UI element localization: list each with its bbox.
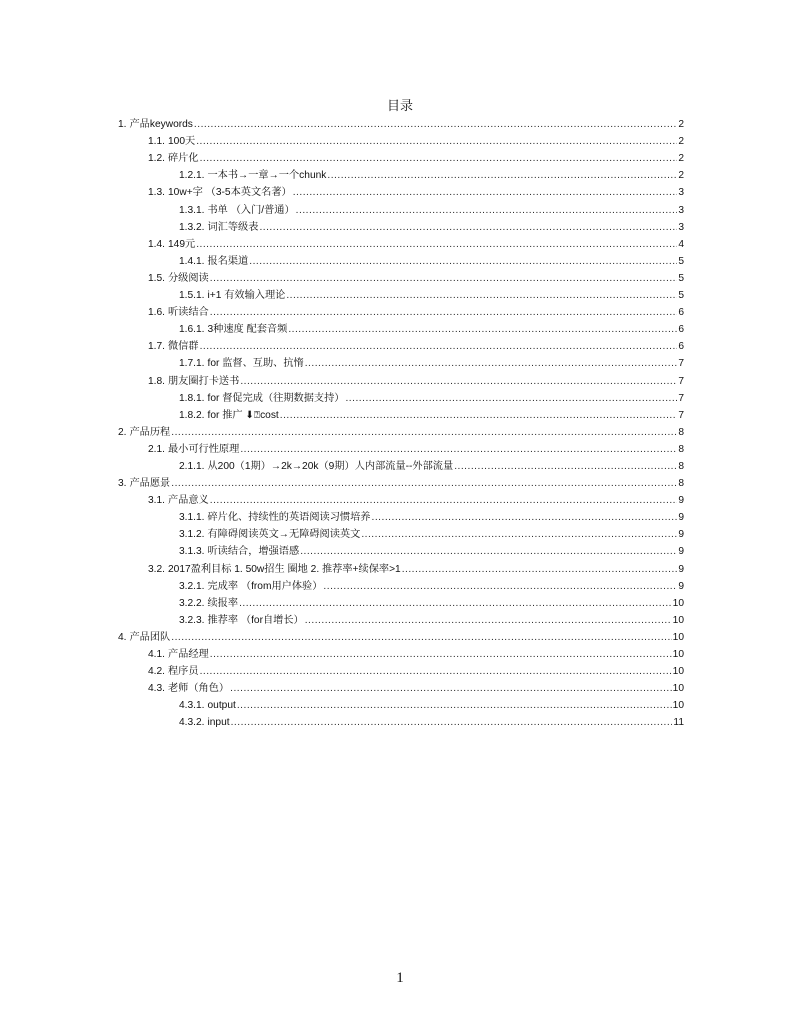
- toc-entry-number: 3.2.1.: [179, 580, 205, 592]
- toc-entry-page: 10: [672, 666, 684, 678]
- dot-leader: [305, 614, 672, 627]
- toc-entry-number: 1.8.2.: [179, 409, 205, 421]
- toc-entry-number: 1.8.: [148, 375, 165, 387]
- toc-entry-page: 9: [678, 546, 684, 558]
- toc-entry-label: 最小可行性原理: [168, 443, 240, 455]
- toc-entry-label: 3种速度 配套音频: [207, 324, 288, 336]
- dot-leader: [200, 665, 672, 678]
- toc-entry[interactable]: [118, 268, 684, 285]
- toc-entry-number: 4.1.: [148, 649, 165, 660]
- toc-entry-label: 产品keywords: [129, 119, 193, 131]
- toc-entry[interactable]: [118, 627, 684, 644]
- toc-entry-label: 词汇等级表: [207, 221, 259, 233]
- toc-entry-page: 7: [678, 375, 684, 387]
- toc-entry[interactable]: [118, 593, 684, 610]
- toc-entry[interactable]: [118, 405, 684, 422]
- dot-leader: [171, 631, 671, 644]
- toc-entry-number: 4.: [118, 631, 127, 643]
- dot-leader: [240, 375, 677, 388]
- toc-entry-page: 10: [672, 631, 684, 643]
- toc-entry[interactable]: [118, 576, 684, 593]
- toc-entry-page: 10: [672, 614, 684, 626]
- dot-leader: [305, 357, 678, 370]
- toc-entry-label: 产品愿景: [129, 478, 171, 490]
- toc-entry-page: 7: [678, 409, 684, 421]
- dot-leader: [194, 118, 677, 131]
- toc-entry-page: 7: [678, 358, 684, 370]
- toc-entry-label: 产品意义: [168, 495, 209, 507]
- dot-leader: [293, 186, 678, 199]
- dot-leader: [171, 426, 677, 439]
- toc-entry[interactable]: [118, 285, 684, 302]
- toc-entry-number: 3.1.2.: [179, 529, 205, 541]
- toc-entry-number: 1.7.1.: [179, 358, 205, 370]
- toc-entry[interactable]: [118, 148, 684, 165]
- toc-entry-page: 9: [678, 529, 684, 541]
- dot-leader: [200, 340, 678, 353]
- toc-entry-label: 微信群: [168, 341, 199, 353]
- toc-entry-number: 1.5.1.: [179, 290, 205, 302]
- toc-entry-page: 11: [673, 717, 684, 729]
- toc-entry-number: 3.: [118, 478, 127, 490]
- toc-entry-number: 3.1.3.: [179, 546, 205, 558]
- toc-entry-number: 1.3.: [148, 187, 165, 199]
- toc-entry-number: 3.1.1.: [179, 512, 205, 524]
- toc-entry[interactable]: [118, 541, 684, 558]
- dot-leader: [196, 135, 677, 148]
- toc-entry-page: 2: [678, 153, 684, 165]
- toc-entry-label: for 推广 ⬇⍰cost: [207, 409, 279, 421]
- dot-leader: [296, 204, 678, 217]
- toc-entry-label: 程序员: [168, 666, 199, 678]
- dot-leader: [402, 563, 678, 576]
- toc-entry[interactable]: [118, 610, 684, 627]
- toc-entry-number: 1.3.1.: [179, 204, 205, 216]
- toc-entry-number: 1.2.1.: [179, 170, 205, 182]
- toc-entry-label: 书单 （入门/普通）: [207, 204, 295, 216]
- toc-entry-number: 1.7.: [148, 341, 165, 353]
- toc-entry-page: 7: [678, 392, 684, 404]
- dot-leader: [210, 648, 672, 661]
- toc-entry-number: 1.5.: [148, 272, 165, 284]
- toc-entry-number: 1.: [118, 119, 127, 131]
- toc-entry[interactable]: [118, 524, 684, 541]
- toc-entry-label: 续报率: [207, 597, 239, 609]
- toc-entry-page: 6: [678, 307, 684, 319]
- toc-entry-page: 9: [678, 512, 684, 524]
- dot-leader: [196, 238, 677, 251]
- toc-entry-label: 从200（1期）→2k→20k（9期）人内部流量--外部流量: [207, 460, 454, 472]
- toc-entry[interactable]: [118, 558, 684, 575]
- toc-entry[interactable]: [118, 422, 684, 439]
- toc-entry-page: 8: [678, 460, 684, 472]
- toc-entry-number: 1.6.: [148, 307, 165, 319]
- toc-entry-number: 4.3.2.: [179, 717, 205, 729]
- toc-entry-number: 3.2.3.: [179, 614, 205, 626]
- toc-entry[interactable]: [118, 234, 684, 251]
- toc-entry[interactable]: [118, 251, 684, 268]
- toc-entry-number: 3.1.: [148, 495, 165, 507]
- toc-entry-label: 产品经理: [168, 649, 209, 660]
- toc-entry[interactable]: [118, 712, 684, 729]
- dot-leader: [239, 597, 672, 610]
- toc-entry-label: i+1 有效输入理论: [207, 290, 286, 302]
- toc-title: 目录: [386, 98, 413, 113]
- toc-entry[interactable]: [118, 695, 684, 712]
- toc-entry-label: for 督促完成（往期数据支持）: [207, 392, 345, 404]
- toc-entry-label: input: [207, 717, 230, 729]
- toc-entry[interactable]: [118, 678, 684, 695]
- toc-entry-number: 1.4.: [148, 238, 165, 250]
- toc-entry[interactable]: [118, 507, 684, 524]
- toc-entry[interactable]: [118, 114, 684, 131]
- toc-entry-label: 完成率 （from用户体验）: [207, 580, 323, 592]
- toc-entry-number: 1.2.: [148, 153, 165, 165]
- dot-leader: [210, 272, 678, 285]
- toc-entry-page: 5: [678, 290, 684, 302]
- toc-entry-label: 听读结合，增强语感: [207, 546, 300, 558]
- dot-leader: [237, 699, 672, 712]
- toc-entry-page: 8: [678, 426, 684, 438]
- toc-entry[interactable]: [118, 182, 684, 199]
- table-of-contents: [118, 114, 684, 729]
- toc-entry-page: 3: [678, 187, 684, 199]
- dot-leader: [286, 289, 677, 302]
- toc-entry[interactable]: [118, 473, 684, 490]
- toc-entry[interactable]: [118, 644, 684, 661]
- dot-leader: [300, 545, 677, 558]
- toc-entry-page: 8: [678, 478, 684, 490]
- toc-entry-page: 3: [678, 221, 684, 233]
- dot-leader: [240, 443, 677, 456]
- dot-leader: [288, 323, 677, 336]
- toc-entry-page: 4: [678, 238, 684, 250]
- toc-entry[interactable]: [118, 661, 684, 678]
- toc-entry-number: 4.3.1.: [179, 700, 205, 712]
- toc-entry-label: 推荐率 （for自增长）: [207, 614, 304, 626]
- toc-entry-number: 2.1.: [148, 443, 165, 455]
- toc-entry[interactable]: [118, 319, 684, 336]
- toc-entry-page: 2: [678, 119, 684, 131]
- toc-entry-page: 9: [678, 495, 684, 507]
- toc-entry[interactable]: [118, 165, 684, 182]
- toc-entry[interactable]: [118, 439, 684, 456]
- toc-entry-label: 产品团队: [129, 631, 171, 643]
- toc-entry-label: 一本书→一章→一个chunk: [207, 170, 327, 182]
- toc-entry-label: 149元: [168, 238, 196, 250]
- toc-entry-label: 碎片化: [168, 153, 199, 165]
- toc-entry-label: 分级阅读: [168, 272, 209, 284]
- toc-entry-label: 碎片化、持续性的英语阅读习惯培养: [207, 512, 371, 524]
- toc-entry-number: 1.8.1.: [179, 392, 205, 404]
- toc-entry-label: 10w+字 （3-5本英文名著）: [168, 187, 292, 199]
- dot-leader: [210, 494, 678, 507]
- toc-entry[interactable]: [118, 217, 684, 234]
- dot-leader: [372, 511, 678, 524]
- toc-entry-page: 6: [678, 341, 684, 353]
- toc-entry-number: 1.3.2.: [179, 221, 205, 233]
- page-number: 1: [396, 970, 404, 986]
- toc-entry[interactable]: [118, 199, 684, 216]
- toc-entry-page: 5: [678, 255, 684, 267]
- toc-entry-label: 听读结合: [168, 307, 209, 319]
- toc-entry-page: 9: [678, 580, 684, 592]
- toc-entry[interactable]: [118, 336, 684, 353]
- toc-entry-label: 有障碍阅读英文→无障碍阅读英文: [207, 529, 361, 541]
- dot-leader: [327, 169, 677, 182]
- dot-leader: [200, 152, 678, 165]
- toc-entry[interactable]: [118, 302, 684, 319]
- toc-entry-label: 朋友圈打卡送书: [168, 375, 240, 387]
- toc-entry-label: 产品历程: [129, 426, 171, 438]
- toc-entry-label: 2017盈利目标 1. 50w招生 圈地 2. 推荐率+续保率>1: [168, 563, 401, 575]
- toc-entry[interactable]: [118, 131, 684, 148]
- toc-entry-page: 6: [678, 324, 684, 336]
- toc-entry-label: for 监督、互助、抗惰: [207, 358, 304, 370]
- dot-leader: [230, 682, 672, 695]
- toc-entry-label: output: [207, 700, 236, 712]
- toc-entry-number: 1.4.1.: [179, 255, 205, 267]
- toc-entry-page: 10: [672, 597, 684, 609]
- dot-leader: [280, 409, 678, 422]
- toc-entry-number: 3.2.2.: [179, 597, 205, 609]
- toc-entry-number: 4.3.: [148, 683, 165, 695]
- toc-entry-page: 10: [672, 649, 684, 660]
- toc-entry-number: 1.1.: [148, 136, 165, 148]
- toc-entry-number: 2.: [118, 426, 127, 438]
- toc-entry-page: 9: [678, 563, 684, 575]
- toc-entry-label: 报名渠道: [207, 255, 249, 267]
- toc-entry-label: 老师（角色）: [168, 683, 230, 695]
- toc-entry[interactable]: [118, 388, 684, 405]
- dot-leader: [323, 580, 677, 593]
- toc-entry-page: 10: [672, 700, 684, 712]
- toc-entry-number: 2.1.1.: [179, 460, 205, 472]
- toc-entry-page: 2: [678, 136, 684, 148]
- toc-entry[interactable]: [118, 353, 684, 370]
- dot-leader: [259, 221, 677, 234]
- toc-entry-page: 10: [672, 683, 684, 695]
- dot-leader: [361, 528, 677, 541]
- dot-leader: [231, 716, 673, 729]
- toc-entry-page: 3: [678, 204, 684, 216]
- toc-entry-number: 4.2.: [148, 666, 165, 678]
- dot-leader: [345, 392, 677, 405]
- toc-entry-page: 2: [678, 170, 684, 182]
- toc-entry[interactable]: [118, 490, 684, 507]
- toc-entry[interactable]: [118, 456, 684, 473]
- dot-leader: [454, 460, 677, 473]
- toc-entry-number: 3.2.: [148, 563, 165, 575]
- dot-leader: [171, 477, 677, 490]
- toc-entry[interactable]: [118, 370, 684, 387]
- dot-leader: [249, 255, 677, 268]
- toc-entry-number: 1.6.1.: [179, 324, 205, 336]
- toc-entry-label: 100天: [168, 136, 196, 148]
- dot-leader: [210, 306, 678, 319]
- toc-entry-page: 8: [678, 443, 684, 455]
- toc-entry-page: 5: [678, 272, 684, 284]
